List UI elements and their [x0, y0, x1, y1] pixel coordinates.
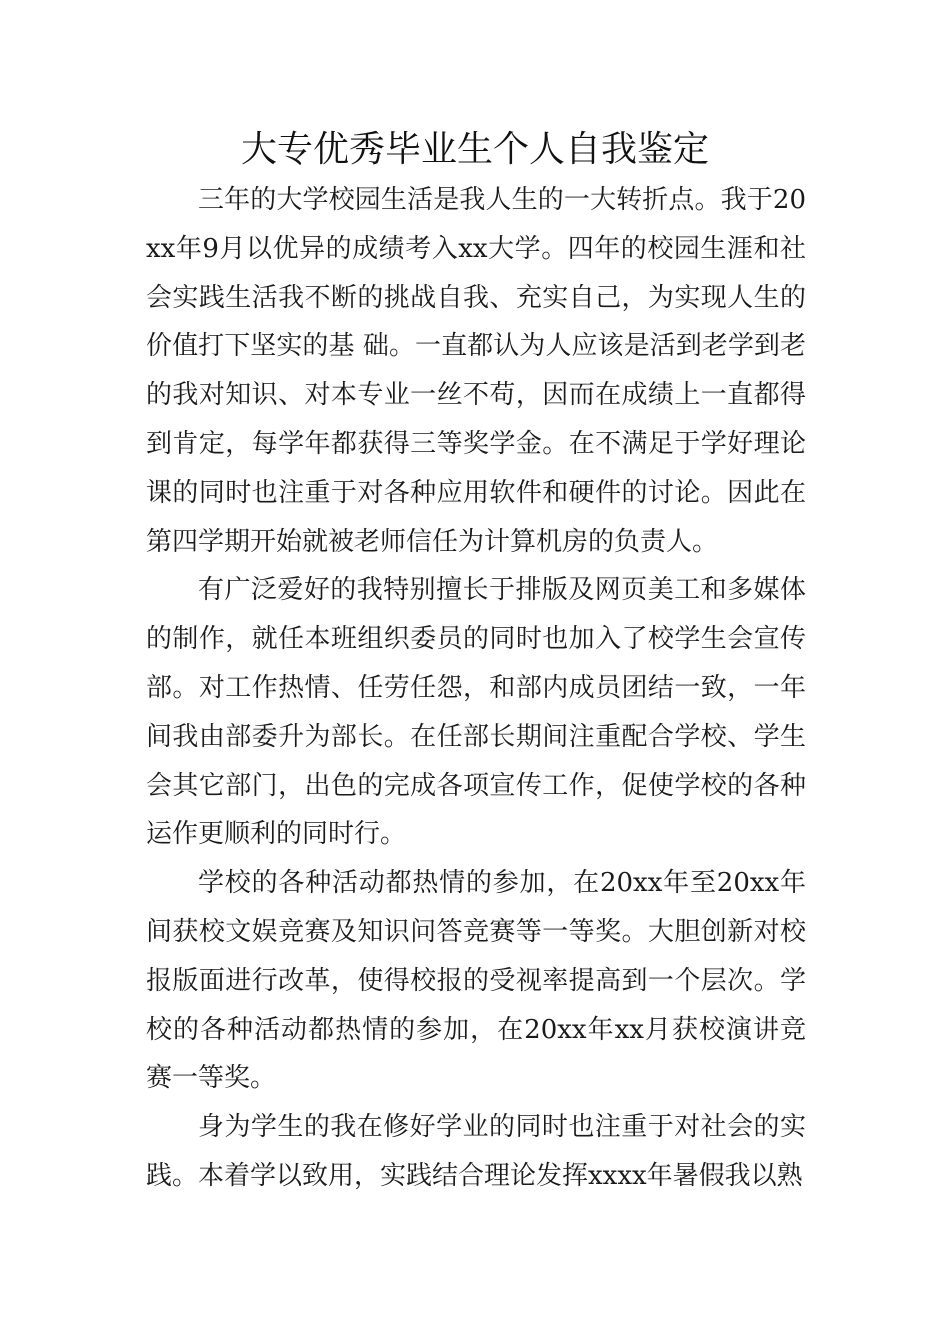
paragraph-4: 身为学生的我在修好学业的同时也注重于对社会的实践。本着学以致用，实践结合理论发挥xxxx年暑假我以熟	[146, 1112, 806, 1191]
paragraph-3: 学校的各种活动都热情的参加，在20xx年至20xx年间获校文娱竞赛及知识问答竞赛等一等奖。大胆创新对校报版面进行改革，使得校报的受视率提高到一个层次。学校的各种活动都热情的参加，在20xx年xx月获校演讲竞赛一等奖。	[146, 868, 806, 1094]
paragraph-1: 三年的大学校园生活是我人生的一大转折点。我于20xx年9月以优异的成绩考入xx大学。四年的校园生涯和社会实践生活我不断的挑战自我、充实自己，为实现人生的价值打下坚实的基 础。一直都认为人应该是活到老学到老的我对知识、对本专业一丝不苟，因而在成绩上一直都得到肯定，每学年都获得三等奖学金。在不满足于学好理论课的同时也注重于对各种应用软件和硬件的讨论。因此在第四学期开始就被老师信任为计算机房的负责人。	[146, 185, 806, 557]
document-title: 大专优秀毕业生个人自我鉴定	[240, 129, 709, 170]
document-body	[146, 176, 806, 1201]
paragraph-2: 有广泛爱好的我特别擅长于排版及网页美工和多媒体的制作，就任本班组织委员的同时也加入了校学生会宣传部。对工作热情、任劳任怨，和部内成员团结一致，一年间我由部委升为部长。在任部长期间注重配合学校、学生会其它部门，出色的完成各项宣传工作，促使学校的各种运作更顺利的同时行。	[146, 575, 806, 850]
